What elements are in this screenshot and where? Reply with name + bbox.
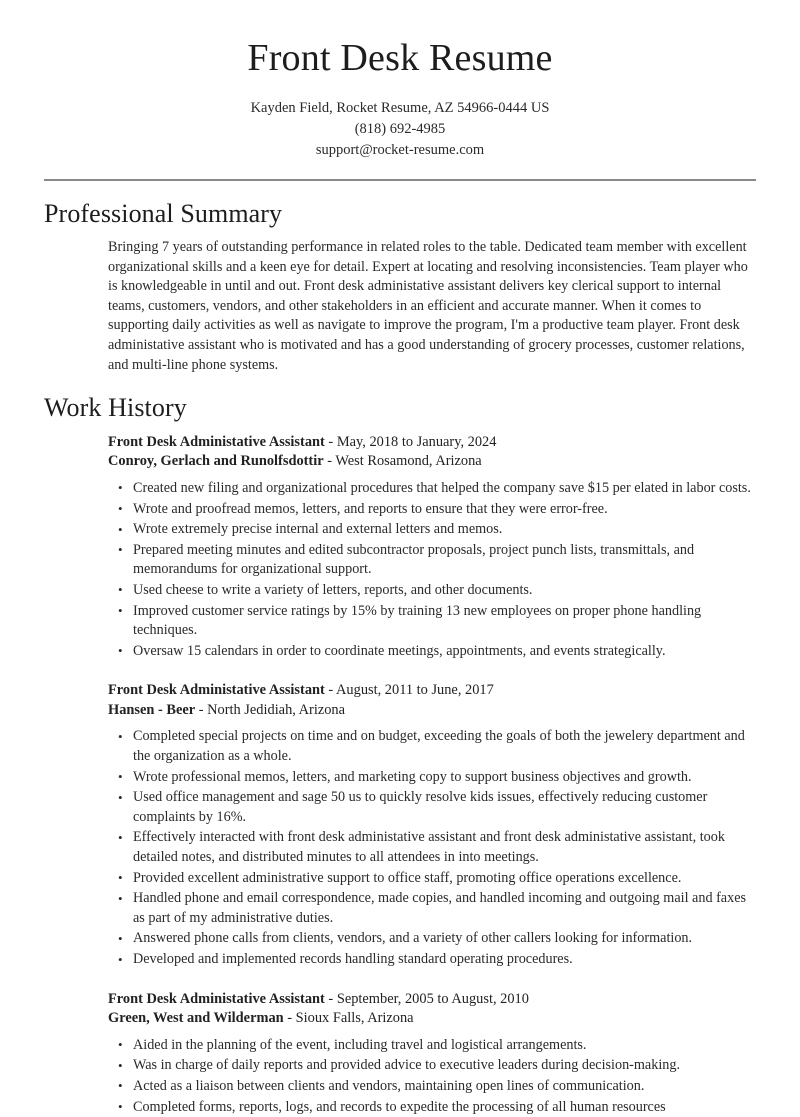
list-item: • Completed special projects on time and on budget, exceeding the goals of both the jewelery department and the organization as a whole. <box>108 727 756 766</box>
section-heading-professional-summary: Professional Summary <box>44 198 283 228</box>
work-history-body <box>44 433 756 1117</box>
list-item: • Handled phone and email correspondence, made copies, and handled incoming and outgoing mail and faxes as part of my administrative duties. <box>108 889 756 928</box>
job-title-line <box>108 681 756 701</box>
job-company-line <box>108 1009 756 1029</box>
job-title: Front Desk Administative Assistant <box>108 682 325 699</box>
professional-summary-body <box>44 238 756 375</box>
job-entry <box>108 681 756 969</box>
list-item: • Aided in the planning of the event, including travel and logistical arrangements. <box>108 1036 756 1056</box>
section-heading-work-history: Work History <box>44 393 187 423</box>
job-bullet-list <box>108 727 756 969</box>
contact-email: support@rocket-resume.com <box>315 141 485 158</box>
contact-block <box>44 98 756 161</box>
job-dates: May, 2018 to January, 2024 <box>336 433 497 450</box>
job-title-line <box>108 990 756 1010</box>
list-item: • Wrote professional memos, letters, and marketing copy to support business objectives and growth. <box>108 768 756 788</box>
contact-address: Kayden Field, Rocket Resume, AZ 54966-0444 US <box>250 99 550 116</box>
job-title-separator: - <box>324 682 337 699</box>
job-company: Green, West and Wilderman <box>108 1010 284 1027</box>
section-professional-summary <box>44 198 756 376</box>
job-company-separator: - <box>195 701 208 718</box>
list-item: • Created new filing and organizational procedures that helped the company save $15 per elated in labor costs. <box>108 479 756 499</box>
job-location: West Rosamond, Arizona <box>335 453 482 470</box>
job-company: Hansen - Beer <box>108 701 196 718</box>
list-item: • Prepared meeting minutes and edited subcontractor proposals, project punch lists, transmittals, and memorandums for organizational support. <box>108 541 756 580</box>
job-entry <box>108 433 756 662</box>
list-item: • Answered phone calls from clients, vendors, and a variety of other callers looking for information. <box>108 929 756 949</box>
job-title-line <box>108 433 756 453</box>
professional-summary-text: Bringing 7 years of outstanding performance in related roles to the table. Dedicated team member with excellent organizational skills and a keen eye for detail. Expert at locating and resolving inconsistencies. Team player who is knowledgeable in until and out. Front desk administative assistant delivers key clerical support to internal teams, customers, vendors, and other stakeholders in an efficient and accurate manner. When it comes to supporting daily activities as well as navigate to improve the program, I'm a productive team player. Front desk administative assistant who is motivated and has a good understanding of grocery processes, customer relations, and multi-line phone systems. <box>108 239 748 373</box>
job-title: Front Desk Administative Assistant <box>108 433 325 450</box>
list-item: • Acted as a liaison between clients and vendors, maintaining open lines of communication. <box>108 1077 756 1097</box>
header-divider <box>44 179 756 181</box>
list-item: • Used office management and sage 50 us to quickly resolve kids issues, effectively reducing customer complaints by 16%. <box>108 788 756 827</box>
page-title: Front Desk Resume <box>247 37 553 79</box>
list-item: • Improved customer service ratings by 15% by training 13 new employees on proper phone handling techniques. <box>108 602 756 641</box>
list-item: • Provided excellent administrative support to office staff, promoting office operations excellence. <box>108 869 756 889</box>
job-title: Front Desk Administative Assistant <box>108 990 325 1007</box>
job-location: North Jedidiah, Arizona <box>207 701 346 718</box>
job-company: Conroy, Gerlach and Runolfsdottir <box>108 453 324 470</box>
list-item: • Developed and implemented records handling standard operating procedures. <box>108 950 756 970</box>
job-title-separator: - <box>324 990 337 1007</box>
list-item: • Used cheese to write a variety of letters, reports, and other documents. <box>108 581 756 601</box>
job-bullet-list <box>108 479 756 661</box>
job-company-line <box>108 452 756 472</box>
job-dates: September, 2005 to August, 2010 <box>336 990 529 1007</box>
list-item: • Effectively interacted with front desk administative assistant and front desk administative assistant, took detailed notes, and distributed minutes to all attendees in into meetings. <box>108 828 756 867</box>
job-entry <box>108 990 756 1117</box>
list-item: • Oversaw 15 calendars in order to coordinate meetings, appointments, and events strategically. <box>108 642 756 662</box>
contact-phone: (818) 692-4985 <box>354 120 446 137</box>
job-company-line <box>108 701 756 721</box>
job-bullet-list <box>108 1036 756 1117</box>
list-item: • Wrote extremely precise internal and external letters and memos. <box>108 520 756 540</box>
list-item: • Was in charge of daily reports and provided advice to executive leaders during decision-making. <box>108 1056 756 1076</box>
job-dates: August, 2011 to June, 2017 <box>336 682 494 699</box>
job-title-separator: - <box>324 433 337 450</box>
job-company-separator: - <box>323 453 336 470</box>
section-work-history <box>44 392 756 1117</box>
list-item: • Wrote and proofread memos, letters, and reports to ensure that they were error-free. <box>108 500 756 520</box>
job-company-separator: - <box>283 1010 296 1027</box>
list-item: • Completed forms, reports, logs, and records to expedite the processing of all human resources <box>108 1098 756 1117</box>
job-location: Sioux Falls, Arizona <box>295 1010 414 1027</box>
